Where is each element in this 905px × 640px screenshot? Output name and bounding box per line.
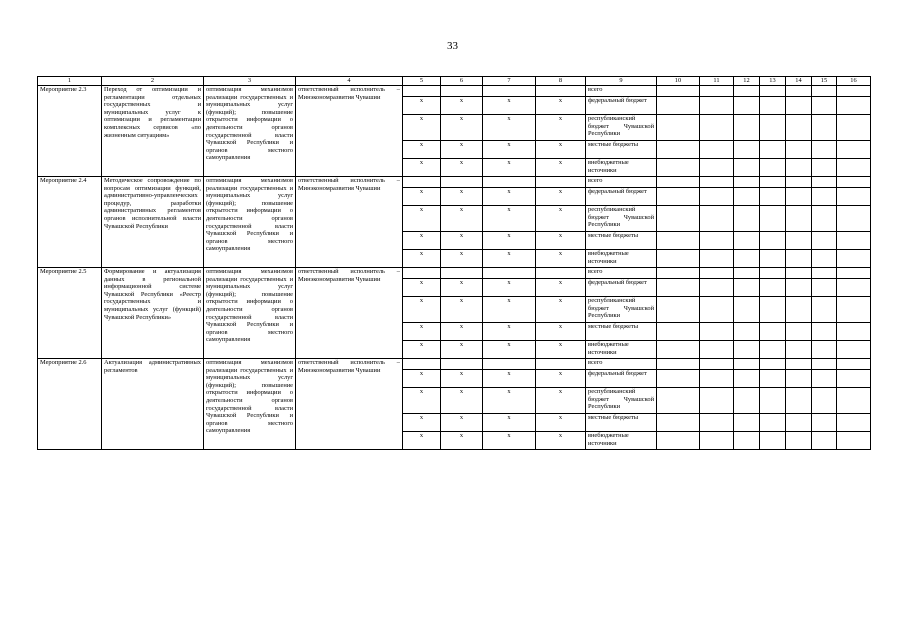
column-number-10: 10 bbox=[657, 77, 700, 86]
amount-cell-col-16 bbox=[837, 115, 871, 141]
funding-source: внебюджетные источники bbox=[586, 341, 657, 359]
amount-cell-col-10 bbox=[657, 159, 700, 177]
amount-cell-col-14 bbox=[786, 297, 812, 323]
funding-source: местные бюджеты bbox=[586, 141, 657, 159]
amount-cell-col-10 bbox=[657, 370, 700, 388]
code-cell-col-7: x bbox=[483, 297, 536, 323]
amount-cell-col-16 bbox=[837, 177, 871, 188]
amount-cell-col-12 bbox=[734, 250, 760, 268]
code-cell-col-7: x bbox=[483, 432, 536, 450]
code-cell-col-7: x bbox=[483, 279, 536, 297]
code-cell-col-7 bbox=[483, 268, 536, 279]
code-cell-col-6: x bbox=[441, 206, 483, 232]
amount-cell-col-15 bbox=[812, 388, 837, 414]
code-cell-col-8: x bbox=[536, 323, 586, 341]
amount-cell-col-13 bbox=[760, 370, 786, 388]
amount-cell-col-13 bbox=[760, 414, 786, 432]
amount-cell-col-15 bbox=[812, 97, 837, 115]
funding-source: всего bbox=[586, 86, 657, 97]
code-cell-col-6 bbox=[441, 177, 483, 188]
amount-cell-col-12 bbox=[734, 188, 760, 206]
amount-cell-col-11 bbox=[700, 86, 734, 97]
amount-cell-col-12 bbox=[734, 359, 760, 370]
code-cell-col-6: x bbox=[441, 232, 483, 250]
amount-cell-col-13 bbox=[760, 141, 786, 159]
amount-cell-col-11 bbox=[700, 323, 734, 341]
amount-cell-col-12 bbox=[734, 97, 760, 115]
amount-cell-col-10 bbox=[657, 432, 700, 450]
column-number-7: 7 bbox=[483, 77, 536, 86]
amount-cell-col-12 bbox=[734, 177, 760, 188]
funding-source: федеральный бюджет bbox=[586, 188, 657, 206]
amount-cell-col-10 bbox=[657, 341, 700, 359]
code-cell-col-5: x bbox=[403, 206, 441, 232]
amount-cell-col-12 bbox=[734, 268, 760, 279]
code-cell-col-7: x bbox=[483, 250, 536, 268]
code-cell-col-7: x bbox=[483, 115, 536, 141]
amount-cell-col-14 bbox=[786, 268, 812, 279]
amount-cell-col-16 bbox=[837, 250, 871, 268]
amount-cell-col-16 bbox=[837, 86, 871, 97]
amount-cell-col-14 bbox=[786, 177, 812, 188]
funding-source: внебюджетные источники bbox=[586, 432, 657, 450]
amount-cell-col-15 bbox=[812, 414, 837, 432]
amount-cell-col-12 bbox=[734, 323, 760, 341]
code-cell-col-5: x bbox=[403, 188, 441, 206]
table-header-row bbox=[38, 77, 871, 86]
amount-cell-col-14 bbox=[786, 232, 812, 250]
funding-source: внебюджетные источники bbox=[586, 250, 657, 268]
amount-cell-col-14 bbox=[786, 279, 812, 297]
amount-cell-col-16 bbox=[837, 323, 871, 341]
amount-cell-col-10 bbox=[657, 232, 700, 250]
code-cell-col-8: x bbox=[536, 432, 586, 450]
column-number-4: 4 bbox=[296, 77, 403, 86]
amount-cell-col-10 bbox=[657, 359, 700, 370]
measure-executor: ответственный исполнитель – Минэкономразвития Чувашии bbox=[296, 86, 403, 177]
code-cell-col-8: x bbox=[536, 188, 586, 206]
code-cell-col-6: x bbox=[441, 188, 483, 206]
code-cell-col-8 bbox=[536, 359, 586, 370]
funding-source: республиканский бюджет Чувашской Республики bbox=[586, 297, 657, 323]
measure-name: Актуализация административных регламентов bbox=[102, 359, 204, 450]
amount-cell-col-13 bbox=[760, 159, 786, 177]
column-number-1: 1 bbox=[38, 77, 102, 86]
code-cell-col-8: x bbox=[536, 232, 586, 250]
amount-cell-col-11 bbox=[700, 432, 734, 450]
amount-cell-col-16 bbox=[837, 279, 871, 297]
code-cell-col-7: x bbox=[483, 159, 536, 177]
code-cell-col-5: x bbox=[403, 159, 441, 177]
code-cell-col-6 bbox=[441, 359, 483, 370]
code-cell-col-5: x bbox=[403, 141, 441, 159]
measure-goal: оптимизация механизмов реализации государственных и муниципальных услуг (функций); повышение открытости информации о деятельности органов государственной власти Чувашской Республики и органов местного самоуправления bbox=[204, 177, 296, 268]
amount-cell-col-13 bbox=[760, 341, 786, 359]
amount-cell-col-15 bbox=[812, 86, 837, 97]
amount-cell-col-12 bbox=[734, 232, 760, 250]
amount-cell-col-13 bbox=[760, 86, 786, 97]
amount-cell-col-16 bbox=[837, 232, 871, 250]
code-cell-col-7 bbox=[483, 359, 536, 370]
amount-cell-col-11 bbox=[700, 414, 734, 432]
amount-cell-col-14 bbox=[786, 359, 812, 370]
code-cell-col-7: x bbox=[483, 323, 536, 341]
amount-cell-col-13 bbox=[760, 297, 786, 323]
amount-cell-col-15 bbox=[812, 232, 837, 250]
funding-source: внебюджетные источники bbox=[586, 159, 657, 177]
amount-cell-col-16 bbox=[837, 388, 871, 414]
code-cell-col-8: x bbox=[536, 388, 586, 414]
amount-cell-col-10 bbox=[657, 141, 700, 159]
amount-cell-col-10 bbox=[657, 177, 700, 188]
code-cell-col-8: x bbox=[536, 370, 586, 388]
amount-cell-col-12 bbox=[734, 279, 760, 297]
amount-cell-col-13 bbox=[760, 177, 786, 188]
amount-cell-col-14 bbox=[786, 250, 812, 268]
amount-cell-col-16 bbox=[837, 297, 871, 323]
column-number-13: 13 bbox=[760, 77, 786, 86]
amount-cell-col-13 bbox=[760, 268, 786, 279]
amount-cell-col-15 bbox=[812, 159, 837, 177]
amount-cell-col-14 bbox=[786, 159, 812, 177]
amount-cell-col-13 bbox=[760, 115, 786, 141]
funding-source: всего bbox=[586, 268, 657, 279]
code-cell-col-5: x bbox=[403, 97, 441, 115]
column-number-14: 14 bbox=[786, 77, 812, 86]
code-cell-col-7: x bbox=[483, 388, 536, 414]
code-cell-col-8: x bbox=[536, 341, 586, 359]
amount-cell-col-16 bbox=[837, 188, 871, 206]
code-cell-col-5: x bbox=[403, 297, 441, 323]
code-cell-col-7: x bbox=[483, 97, 536, 115]
column-number-6: 6 bbox=[441, 77, 483, 86]
code-cell-col-5 bbox=[403, 86, 441, 97]
amount-cell-col-14 bbox=[786, 206, 812, 232]
code-cell-col-7: x bbox=[483, 414, 536, 432]
table-row bbox=[38, 177, 871, 188]
amount-cell-col-16 bbox=[837, 159, 871, 177]
amount-cell-col-10 bbox=[657, 297, 700, 323]
column-number-8: 8 bbox=[536, 77, 586, 86]
amount-cell-col-12 bbox=[734, 370, 760, 388]
code-cell-col-6: x bbox=[441, 279, 483, 297]
amount-cell-col-12 bbox=[734, 297, 760, 323]
code-cell-col-8 bbox=[536, 177, 586, 188]
amount-cell-col-14 bbox=[786, 323, 812, 341]
amount-cell-col-12 bbox=[734, 388, 760, 414]
amount-cell-col-11 bbox=[700, 141, 734, 159]
amount-cell-col-12 bbox=[734, 432, 760, 450]
amount-cell-col-12 bbox=[734, 206, 760, 232]
amount-cell-col-13 bbox=[760, 388, 786, 414]
code-cell-col-5: x bbox=[403, 432, 441, 450]
amount-cell-col-11 bbox=[700, 115, 734, 141]
measure-goal: оптимизация механизмов реализации государственных и муниципальных услуг (функций); повышение открытости информации о деятельности органов государственной власти Чувашской Республики и органов местного самоуправления bbox=[204, 268, 296, 359]
amount-cell-col-11 bbox=[700, 388, 734, 414]
amount-cell-col-11 bbox=[700, 370, 734, 388]
amount-cell-col-13 bbox=[760, 188, 786, 206]
amount-cell-col-11 bbox=[700, 159, 734, 177]
code-cell-col-8: x bbox=[536, 297, 586, 323]
code-cell-col-8: x bbox=[536, 250, 586, 268]
funding-source: федеральный бюджет bbox=[586, 370, 657, 388]
code-cell-col-6: x bbox=[441, 323, 483, 341]
funding-source: республиканский бюджет Чувашской Республики bbox=[586, 388, 657, 414]
column-number-3: 3 bbox=[204, 77, 296, 86]
code-cell-col-5 bbox=[403, 268, 441, 279]
measure-id: Мероприятие 2.6 bbox=[38, 359, 102, 450]
measure-executor: ответственный исполнитель – Минэкономразвития Чувашии bbox=[296, 177, 403, 268]
amount-cell-col-15 bbox=[812, 432, 837, 450]
column-number-11: 11 bbox=[700, 77, 734, 86]
amount-cell-col-10 bbox=[657, 388, 700, 414]
code-cell-col-7: x bbox=[483, 341, 536, 359]
code-cell-col-6: x bbox=[441, 297, 483, 323]
table-row bbox=[38, 359, 871, 370]
code-cell-col-5: x bbox=[403, 232, 441, 250]
amount-cell-col-13 bbox=[760, 323, 786, 341]
amount-cell-col-14 bbox=[786, 115, 812, 141]
code-cell-col-7 bbox=[483, 177, 536, 188]
amount-cell-col-10 bbox=[657, 115, 700, 141]
amount-cell-col-16 bbox=[837, 414, 871, 432]
funding-source: местные бюджеты bbox=[586, 414, 657, 432]
amount-cell-col-12 bbox=[734, 115, 760, 141]
amount-cell-col-11 bbox=[700, 359, 734, 370]
code-cell-col-5: x bbox=[403, 279, 441, 297]
amount-cell-col-14 bbox=[786, 388, 812, 414]
measure-executor: ответственный исполнитель – Минэкономразвития Чувашии bbox=[296, 268, 403, 359]
code-cell-col-6: x bbox=[441, 370, 483, 388]
measure-goal: оптимизация механизмов реализации государственных и муниципальных услуг (функций); повышение открытости информации о деятельности органов государственной власти Чувашской Республики и органов местного самоуправления bbox=[204, 359, 296, 450]
amount-cell-col-12 bbox=[734, 86, 760, 97]
code-cell-col-5: x bbox=[403, 250, 441, 268]
column-number-12: 12 bbox=[734, 77, 760, 86]
column-number-2: 2 bbox=[102, 77, 204, 86]
code-cell-col-8: x bbox=[536, 97, 586, 115]
code-cell-col-5: x bbox=[403, 388, 441, 414]
amount-cell-col-15 bbox=[812, 115, 837, 141]
code-cell-col-8: x bbox=[536, 206, 586, 232]
amount-cell-col-16 bbox=[837, 359, 871, 370]
amount-cell-col-12 bbox=[734, 159, 760, 177]
amount-cell-col-15 bbox=[812, 341, 837, 359]
amount-cell-col-14 bbox=[786, 370, 812, 388]
amount-cell-col-10 bbox=[657, 268, 700, 279]
amount-cell-col-13 bbox=[760, 432, 786, 450]
amount-cell-col-15 bbox=[812, 279, 837, 297]
code-cell-col-8: x bbox=[536, 141, 586, 159]
amount-cell-col-16 bbox=[837, 370, 871, 388]
amount-cell-col-13 bbox=[760, 232, 786, 250]
code-cell-col-8 bbox=[536, 86, 586, 97]
amount-cell-col-10 bbox=[657, 97, 700, 115]
page-number: 33 bbox=[447, 40, 458, 52]
amount-cell-col-15 bbox=[812, 250, 837, 268]
code-cell-col-8: x bbox=[536, 159, 586, 177]
amount-cell-col-11 bbox=[700, 268, 734, 279]
amount-cell-col-11 bbox=[700, 341, 734, 359]
amount-cell-col-10 bbox=[657, 250, 700, 268]
amount-cell-col-15 bbox=[812, 268, 837, 279]
amount-cell-col-15 bbox=[812, 370, 837, 388]
code-cell-col-6: x bbox=[441, 159, 483, 177]
funding-source: местные бюджеты bbox=[586, 323, 657, 341]
amount-cell-col-10 bbox=[657, 323, 700, 341]
amount-cell-col-10 bbox=[657, 279, 700, 297]
amount-cell-col-11 bbox=[700, 279, 734, 297]
amount-cell-col-12 bbox=[734, 341, 760, 359]
table-row bbox=[38, 268, 871, 279]
amount-cell-col-15 bbox=[812, 206, 837, 232]
code-cell-col-6: x bbox=[441, 115, 483, 141]
amount-cell-col-15 bbox=[812, 188, 837, 206]
code-cell-col-6 bbox=[441, 268, 483, 279]
code-cell-col-8: x bbox=[536, 279, 586, 297]
funding-source: республиканский бюджет Чувашской Республики bbox=[586, 206, 657, 232]
column-number-15: 15 bbox=[812, 77, 837, 86]
funding-source: федеральный бюджет bbox=[586, 97, 657, 115]
amount-cell-col-11 bbox=[700, 188, 734, 206]
code-cell-col-7: x bbox=[483, 206, 536, 232]
amount-cell-col-15 bbox=[812, 177, 837, 188]
amount-cell-col-13 bbox=[760, 279, 786, 297]
amount-cell-col-12 bbox=[734, 141, 760, 159]
column-number-16: 16 bbox=[837, 77, 871, 86]
amount-cell-col-10 bbox=[657, 86, 700, 97]
code-cell-col-5: x bbox=[403, 414, 441, 432]
table-row bbox=[38, 86, 871, 97]
amount-cell-col-11 bbox=[700, 297, 734, 323]
amount-cell-col-16 bbox=[837, 341, 871, 359]
amount-cell-col-16 bbox=[837, 141, 871, 159]
column-number-5: 5 bbox=[403, 77, 441, 86]
amount-cell-col-13 bbox=[760, 359, 786, 370]
code-cell-col-6 bbox=[441, 86, 483, 97]
funding-source: федеральный бюджет bbox=[586, 279, 657, 297]
amount-cell-col-13 bbox=[760, 97, 786, 115]
amount-cell-col-13 bbox=[760, 250, 786, 268]
measure-name: Переход от оптимизации и регламентации отдельных государственных и муниципальных услуг к оптимизации и регламентации комплексных сервисов «по жизненным ситуациям» bbox=[102, 86, 204, 177]
funding-source: местные бюджеты bbox=[586, 232, 657, 250]
code-cell-col-5: x bbox=[403, 341, 441, 359]
amount-cell-col-16 bbox=[837, 206, 871, 232]
amount-cell-col-11 bbox=[700, 232, 734, 250]
amount-cell-col-16 bbox=[837, 268, 871, 279]
code-cell-col-5: x bbox=[403, 323, 441, 341]
measure-name: Методическое сопровождение по вопросам оптимизации функций, административно-управленческих процедур, разработки административных регламентов органов исполнительной власти Чувашской Республики bbox=[102, 177, 204, 268]
code-cell-col-8: x bbox=[536, 414, 586, 432]
amount-cell-col-14 bbox=[786, 414, 812, 432]
amount-cell-col-13 bbox=[760, 206, 786, 232]
program-table bbox=[37, 76, 871, 450]
amount-cell-col-10 bbox=[657, 188, 700, 206]
code-cell-col-8 bbox=[536, 268, 586, 279]
amount-cell-col-15 bbox=[812, 297, 837, 323]
measure-id: Мероприятие 2.5 bbox=[38, 268, 102, 359]
code-cell-col-6: x bbox=[441, 97, 483, 115]
amount-cell-col-11 bbox=[700, 250, 734, 268]
code-cell-col-7: x bbox=[483, 188, 536, 206]
code-cell-col-6: x bbox=[441, 414, 483, 432]
amount-cell-col-11 bbox=[700, 206, 734, 232]
measure-name: Формирование и актуализация данных в региональной информационной системе Чувашской Республики «Реестр государственных и муниципальных услуг (функций) Чувашской Республики» bbox=[102, 268, 204, 359]
amount-cell-col-15 bbox=[812, 141, 837, 159]
funding-source: республиканский бюджет Чувашской Республики bbox=[586, 115, 657, 141]
amount-cell-col-14 bbox=[786, 188, 812, 206]
code-cell-col-6: x bbox=[441, 250, 483, 268]
measure-id: Мероприятие 2.4 bbox=[38, 177, 102, 268]
amount-cell-col-14 bbox=[786, 141, 812, 159]
code-cell-col-5 bbox=[403, 359, 441, 370]
code-cell-col-8: x bbox=[536, 115, 586, 141]
measure-executor: ответственный исполнитель – Минэкономразвития Чувашии bbox=[296, 359, 403, 450]
code-cell-col-7: x bbox=[483, 141, 536, 159]
code-cell-col-6: x bbox=[441, 432, 483, 450]
code-cell-col-6: x bbox=[441, 341, 483, 359]
amount-cell-col-16 bbox=[837, 97, 871, 115]
amount-cell-col-16 bbox=[837, 432, 871, 450]
code-cell-col-7: x bbox=[483, 232, 536, 250]
amount-cell-col-14 bbox=[786, 432, 812, 450]
column-number-9: 9 bbox=[586, 77, 657, 86]
funding-source: всего bbox=[586, 177, 657, 188]
amount-cell-col-15 bbox=[812, 359, 837, 370]
amount-cell-col-11 bbox=[700, 177, 734, 188]
code-cell-col-7 bbox=[483, 86, 536, 97]
funding-source: всего bbox=[586, 359, 657, 370]
amount-cell-col-10 bbox=[657, 206, 700, 232]
code-cell-col-5 bbox=[403, 177, 441, 188]
amount-cell-col-14 bbox=[786, 97, 812, 115]
code-cell-col-6: x bbox=[441, 388, 483, 414]
measure-goal: оптимизация механизмов реализации государственных и муниципальных услуг (функций); повышение открытости информации о деятельности органов государственной власти Чувашской Республики и органов местного самоуправления bbox=[204, 86, 296, 177]
code-cell-col-7: x bbox=[483, 370, 536, 388]
code-cell-col-6: x bbox=[441, 141, 483, 159]
code-cell-col-5: x bbox=[403, 115, 441, 141]
amount-cell-col-14 bbox=[786, 86, 812, 97]
amount-cell-col-10 bbox=[657, 414, 700, 432]
measure-id: Мероприятие 2.3 bbox=[38, 86, 102, 177]
amount-cell-col-15 bbox=[812, 323, 837, 341]
code-cell-col-5: x bbox=[403, 370, 441, 388]
amount-cell-col-12 bbox=[734, 414, 760, 432]
amount-cell-col-11 bbox=[700, 97, 734, 115]
amount-cell-col-14 bbox=[786, 341, 812, 359]
